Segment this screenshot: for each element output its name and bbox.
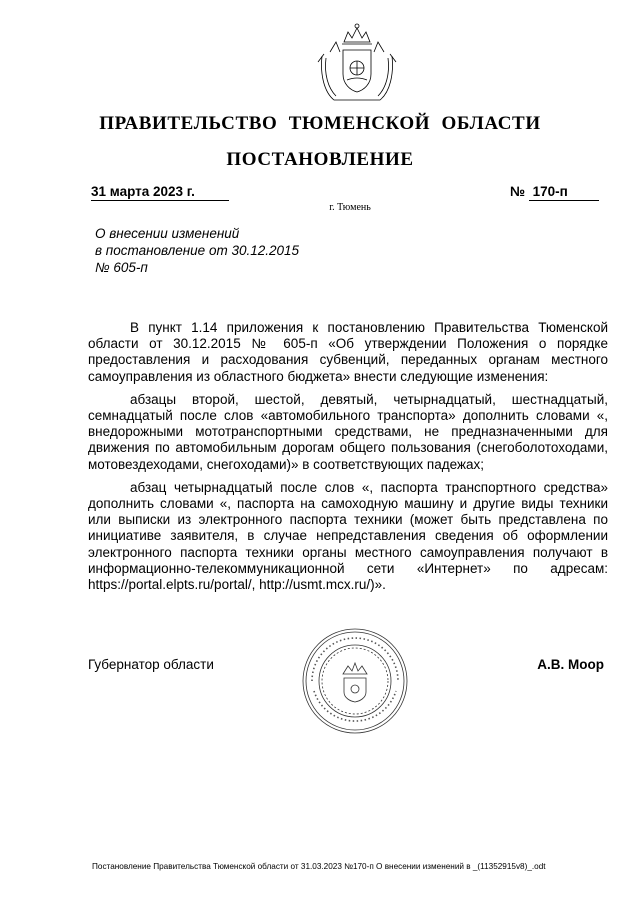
- subject-line: № 605-п: [95, 260, 148, 275]
- official-seal-icon: [300, 626, 410, 736]
- document-body: [88, 320, 608, 600]
- signer-title: Губернатор области: [88, 657, 214, 672]
- signer-name: А.В. Моор: [537, 657, 604, 672]
- document-number-value: 170-п: [532, 184, 568, 199]
- body-paragraph: В пункт 1.14 приложения к постановлению Правительства Тюменской области от 30.12.2015 № 605-п «Об утверждении Положения о порядке предоставления и расходования субвенций, переданных органам местного самоуправления из областного бюджета» внести следующие изменения:: [88, 320, 608, 384]
- city-label: г. Тюмень: [329, 202, 371, 213]
- document-footer: Постановление Правительства Тюменской области от 31.03.2023 №170-п О внесении изменений в _(11352915v8)_.odt: [92, 862, 546, 871]
- document-date: 31 марта 2023 г.: [91, 184, 229, 201]
- document-number: [529, 184, 599, 201]
- number-prefix: №: [510, 184, 526, 199]
- subject-line: в постановление от 30.12.2015: [95, 243, 300, 258]
- coat-of-arms-icon: [314, 22, 400, 104]
- document-subject: [95, 225, 355, 276]
- body-paragraph: абзац четырнадцатый после слов «, паспорта транспортного средства» дополнить словами «, паспорта на самоходную машину и другие виды техники или выписки из электронного паспорта техники (может быть представлена по инициативе заявителя, в случае непредставления сведения об оформлении электронного паспорта техники органы местного самоуправления получают в информационно-телекоммуникационной сети «Интернет» по адресам: https://portal.elpts.ru/portal/, http://usmt.mcx.ru/)».: [88, 479, 608, 593]
- document-type: ПОСТАНОВЛЕНИЕ: [226, 149, 414, 170]
- subject-line: О внесении изменений: [95, 226, 240, 241]
- body-paragraph: абзацы второй, шестой, девятый, четырнадцатый, шестнадцатый, семнадцатый после слов «автомобильного транспорта» дополнить словами «, внедорожными мототранспортными средствами, не предназначенными для движения по автомобильным дорогам общего пользования (снегоболотоходами, мотовездеходами, снегоходами)» в соответствующих падежах;: [88, 391, 608, 472]
- organization-title: ПРАВИТЕЛЬСТВО ТЮМЕНСКОЙ ОБЛАСТИ: [99, 113, 541, 134]
- document-number-block: [510, 184, 604, 201]
